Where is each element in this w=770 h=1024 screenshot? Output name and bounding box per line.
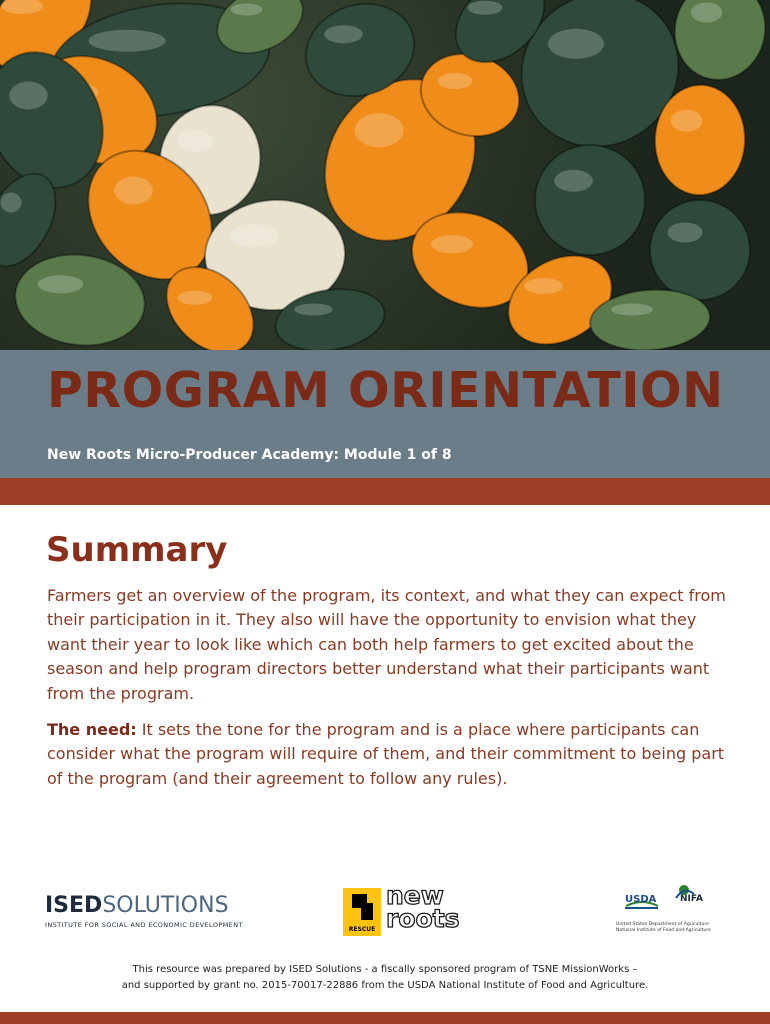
- new-roots-line1: new: [386, 881, 444, 910]
- need-label: The need:: [47, 720, 137, 739]
- bottom-band: [0, 1012, 770, 1024]
- nifa-logo-text: NIFA: [680, 894, 703, 904]
- gourd-shape: [513, 123, 668, 278]
- new-roots-line2: roots: [386, 904, 460, 933]
- partner-logos: [0, 880, 770, 950]
- gourd-highlight: [38, 275, 84, 293]
- usda-nifa-logo: [612, 884, 712, 944]
- ised-logo: [45, 894, 243, 929]
- need-text: It sets the tone for the program and is a place where participants can consider what the program will require of them, and their commitment to being part of the program (and their agreement to follow any rules).: [47, 720, 725, 788]
- footer-credit: [0, 962, 770, 994]
- usda-logo-text: USDA: [625, 894, 657, 905]
- gourd-highlight: [114, 177, 153, 205]
- gourd-highlight: [438, 73, 473, 89]
- gourd-highlight: [89, 30, 166, 52]
- summary-paragraph: Farmers get an overview of the program, its context, and what they can expect from their participation in it. They also will have the opportunity to envision what they want their year to look like which can both help farmers to get excited about the season and help program directors better understand what their participants want from the program.: [47, 586, 726, 703]
- gourd-highlight: [9, 82, 48, 110]
- gourd-highlight: [230, 225, 279, 247]
- gourd-highlight: [355, 113, 404, 147]
- gourd-highlight: [691, 3, 723, 23]
- page-subtitle: New Roots Micro-Producer Academy: Module 1 of 8: [47, 447, 452, 463]
- gourds-illustration: [0, 0, 770, 350]
- hero-photo: [0, 0, 770, 350]
- ised-logo-subtitle: INSTITUTE FOR SOCIAL AND ECONOMIC DEVELOPMENT: [45, 921, 243, 929]
- gourd-highlight: [468, 1, 503, 15]
- footer-line2: and supported by grant no. 2015-70017-22886 from the USDA National Institute of Food and Agriculture.: [121, 980, 649, 991]
- gourd-highlight: [671, 110, 703, 132]
- gourd-highlight: [178, 130, 213, 152]
- gourd-highlight: [548, 29, 604, 59]
- ised-logo-light: SOLUTIONS: [102, 893, 229, 918]
- gourd-highlight: [668, 223, 703, 243]
- gourd-highlight: [554, 170, 593, 192]
- page-title: PROGRAM ORIENTATION: [47, 362, 724, 419]
- footer-line1: This resource was prepared by ISED Solutions - a fiscally sponsored program of TSNE MissionWorks –: [132, 964, 638, 975]
- gourd-highlight: [178, 291, 213, 305]
- gourd-highlight: [524, 278, 563, 294]
- irc-mark-icon: [343, 888, 381, 926]
- irc-logo: [343, 888, 381, 936]
- gourd-highlight: [1, 193, 22, 213]
- need-paragraph: [47, 718, 737, 791]
- gourd-highlight: [294, 304, 333, 316]
- usda-caption: United States Department of Agriculture National Institute of Food and Agriculture: [616, 922, 711, 933]
- irc-logo-tag: RESCUE: [348, 926, 376, 933]
- new-roots-logo: [386, 881, 460, 933]
- summary-heading: Summary: [46, 530, 228, 570]
- gourd-highlight: [611, 304, 653, 316]
- ised-logo-bold: ISED: [45, 893, 103, 918]
- gourd-highlight: [324, 25, 363, 43]
- gourd-highlight: [431, 235, 473, 253]
- gourd-highlight: [231, 4, 263, 16]
- divider-band: [0, 478, 770, 505]
